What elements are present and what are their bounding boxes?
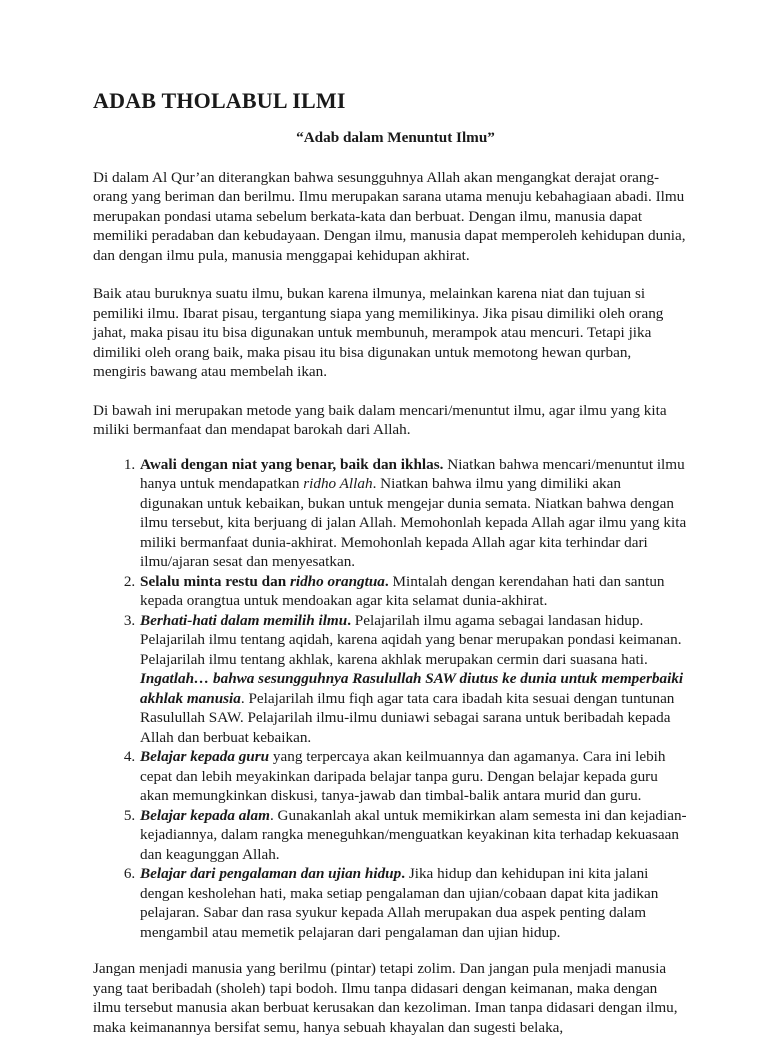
list-item: 6. Belajar dari pengalaman dan ujian hidup. Jika hidup dan kehidupan ini kita jalani dengan kesholehan hati, maka setiap pengalaman dan ujian/cobaan dapat kita jadikan pelajaran. Sabar dan rasa syukur kepada Allah merupakan dua aspek penting dalam mengambil atau memetik pelajaran dari pengalaman dan ujian hidup. (139, 864, 688, 942)
document-subtitle: “Adab dalam Menuntut Ilmu” (296, 129, 495, 146)
list-item: 1. Awali dengan niat yang benar, baik dan ikhlas. Niatkan bahwa mencari/menuntut ilmu hanya untuk mendapatkan ridho Allah. Niatkan bahwa ilmu yang dimiliki akan digunakan untuk kebaikan, bukan untuk mengejar dunia semata. Niatkan bahwa dengan ilmu tersebut, kita berjuang di jalan Allah. Memohonlah kepada Allah agar ilmu yang kita miliki bermanfaat dunia-akhirat. Memohonlah kepada Allah agar kita terhindar dari ilmu/ajaran sesat dan menyesatkan. (139, 455, 688, 572)
paragraph-knife-analogy: Baik atau buruknya suatu ilmu, bukan karena ilmunya, melainkan karena niat dan tujuan si pemiliki ilmu. Ibarat pisau, tergantung siapa yang memilikinya. Jika pisau dimiliki oleh orang jahat, maka pisau itu bisa digunakan untuk membunuh, merampok atau mencuri. Tetapi jika dimiliki oleh orang baik, maka pisau itu bisa digunakan untuk memotong hewan qurban, mengiris bawang atau membelah ikan. (93, 285, 664, 380)
list-item: 5. Belajar kepada alam. Gunakanlah akal untuk memikirkan alam semesta ini dan kejadian-kejadiannya, dalam rangka meneguhkan/menguatkan keyakinan kita terhadap kekuasaan dan keagunggan Allah. (139, 806, 688, 865)
method-list (93, 455, 688, 943)
list-item: 2. Selalu minta restu dan ridho orangtua. Mintalah dengan kerendahan hati dan santun kepada orangtua untuk mendoakan agar kita selamat dunia-akhirat. (139, 572, 688, 611)
paragraph-method-intro: Di bawah ini merupakan metode yang baik dalam mencari/menuntut ilmu, agar ilmu yang kita miliki bermanfaat dan mendapat barokah dari Allah. (93, 401, 667, 438)
list-item: 3. Berhati-hati dalam memilih ilmu. Pelajarilah ilmu agama sebagai landasan hidup. Pelajarilah ilmu tentang aqidah, karena aqidah yang benar merupakan pondasi keimanan. Pelajarilah ilmu tentang akhlak, karena akhlak merupakan cermin dari suasana hati. Ingatlah… bahwa sesungguhnya Rasulullah SAW diutus ke dunia untuk memperbaiki akhlak manusia. Pelajarilah ilmu fiqh agar tata cara ibadah kita sesuai dengan tuntunan Rasulullah SAW. Pelajarilah ilmu-ilmu duniawi sebagai sarana untuk beribadah kepada Allah dan berbuat kebaikan. (139, 611, 688, 748)
paragraph-intro: Di dalam Al Qur’an diterangkan bahwa sesungguhnya Allah akan mengangkat derajat orang-orang yang beriman dan berilmu. Ilmu merupakan sarana utama menuju kebahagiaan abadi. Ilmu merupakan pondasi utama sebelum berkata-kata dan berbuat. Dengan ilmu, manusia dapat memiliki peradaban dan kebudayaan. Dengan ilmu, manusia dapat memperoleh kehidupan dunia, dan dengan ilmu pula, manusia menggapai kehidupan akhirat. (93, 168, 686, 264)
document-title: ADAB THOLABUL ILMI (93, 88, 346, 113)
list-item: 4. Belajar kepada guru yang terpercaya akan keilmuannya dan agamanya. Cara ini lebih cepat dan lebih meyakinkan daripada belajar tanpa guru. Dengan belajar kepada guru akan memungkinkan diskusi, tanya-jawab dan timbal-balik antara murid dan guru. (139, 747, 688, 806)
paragraph-closing: Jangan menjadi manusia yang berilmu (pintar) tetapi zolim. Dan jangan pula menjadi manusia yang taat beribadah (sholeh) tapi bodoh. Ilmu tanpa didasari dengan keimanan, maka dengan ilmu tersebut manusia akan berbuat kerusakan dan kezoliman. Iman tanpa didasari dengan ilmu, maka keimanannya bersifat semu, hanya sebuah khayalan dan sugesti belaka, (93, 960, 678, 1036)
